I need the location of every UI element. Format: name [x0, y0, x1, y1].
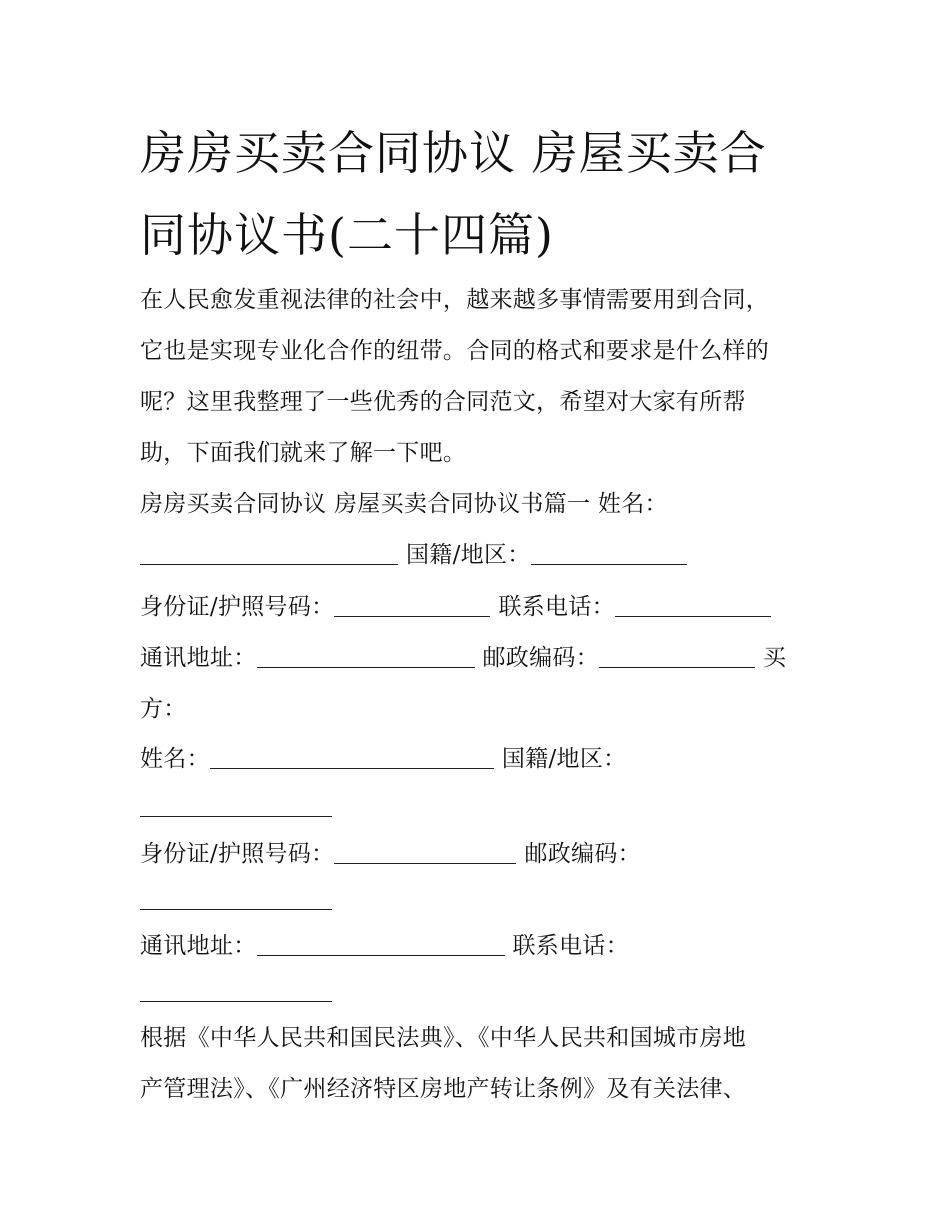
intro-line-2: 它也是实现专业化合作的纽带。合同的格式和要求是什么样的 [140, 338, 770, 364]
seller-address-postcode-row [140, 642, 786, 674]
seller-id-phone-row [140, 591, 771, 623]
buyer-name-blank [210, 746, 494, 769]
intro-line-4: 助，下面我们就来了解一下吧。 [140, 440, 467, 466]
buyer-nationality-blank-row [140, 791, 332, 823]
buyer-address-phone-row [140, 930, 629, 962]
buyer-heading-suffix: 方： [140, 696, 187, 722]
seller-id-label: 身份证/护照号码： [140, 594, 335, 620]
seller-address-label: 通讯地址： [140, 645, 257, 671]
section-heading: 房房买卖合同协议 房屋买卖合同协议书篇一 姓名： [140, 491, 668, 517]
seller-id-blank [334, 594, 490, 617]
document-title [140, 112, 820, 276]
basis-line-2: 产管理法》、《广州经济特区房地产转让条例》及有关法律、 [140, 1076, 747, 1102]
seller-postcode-blank [599, 645, 755, 668]
buyer-name-nationality-row [140, 743, 626, 775]
seller-phone-label: 联系电话： [498, 594, 615, 620]
title-line-2: 同协议书(二十四篇) [140, 208, 554, 262]
seller-nationality-label: 国籍/地区： [406, 542, 531, 568]
buyer-postcode-blank-row [140, 884, 332, 916]
buyer-id-postcode-row [140, 838, 641, 870]
buyer-phone-blank-row [140, 976, 332, 1008]
buyer-id-blank [334, 841, 516, 864]
title-line-1: 房房买卖合同协议 房屋买卖合 [140, 126, 767, 180]
buyer-postcode-label: 邮政编码： [524, 841, 641, 867]
buyer-nationality-label: 国籍/地区： [501, 746, 627, 772]
buyer-heading-prefix: 买 [763, 645, 787, 671]
buyer-id-label: 身份证/护照号码： [140, 841, 335, 867]
seller-address-blank [257, 645, 475, 668]
buyer-address-label: 通讯地址： [140, 933, 257, 959]
buyer-phone-blank [140, 979, 332, 1002]
buyer-postcode-blank [140, 887, 332, 910]
buyer-phone-label: 联系电话： [512, 933, 629, 959]
buyer-address-blank [257, 933, 505, 956]
seller-postcode-label: 邮政编码： [482, 645, 599, 671]
seller-name-nationality-row [140, 539, 687, 571]
intro-line-3: 呢？这里我整理了一些优秀的合同范文，希望对大家有所帮 [140, 389, 746, 415]
intro-line-1: 在人民愈发重视法律的社会中，越来越多事情需要用到合同， [140, 287, 770, 313]
basis-line-1: 根据《中华人民共和国民法典》、《中华人民共和国城市房地 [140, 1025, 747, 1051]
seller-name-blank [140, 542, 398, 565]
buyer-nationality-blank [140, 794, 332, 817]
buyer-name-label: 姓名： [140, 746, 210, 772]
seller-nationality-blank [531, 542, 687, 565]
seller-phone-blank [615, 594, 771, 617]
